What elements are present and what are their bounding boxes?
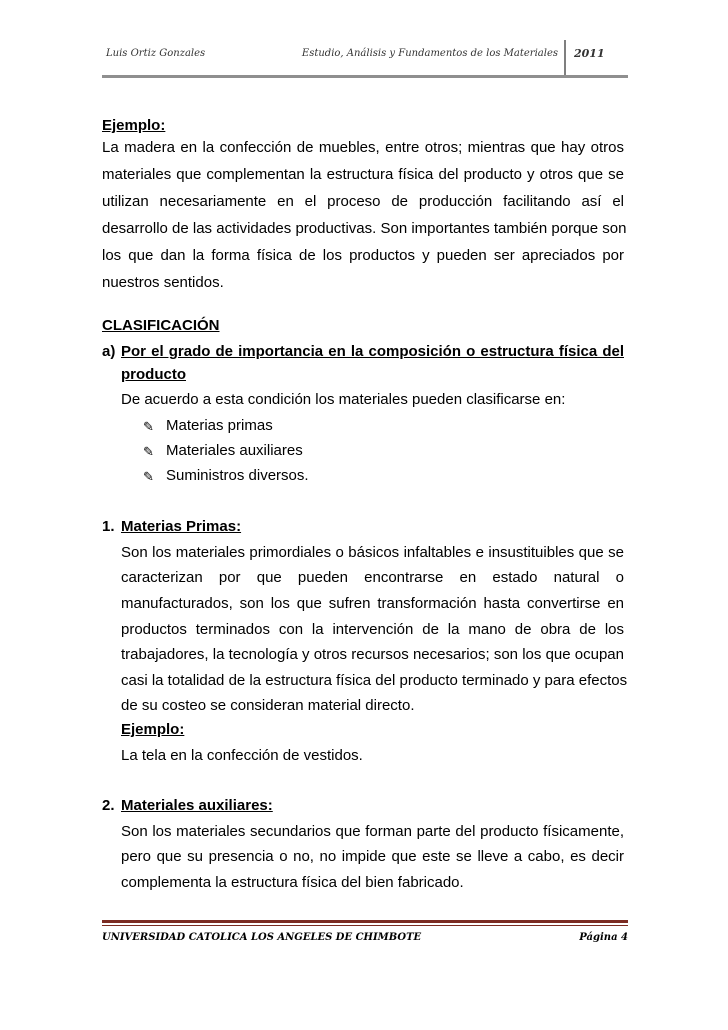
- item1-line: caracterizan por que pueden encontrarse en estado natural o: [121, 569, 624, 586]
- item1-line: productos terminados con la intervención de la mano de obra de los: [121, 621, 624, 638]
- item1-line: de su costeo se consideran material directo.: [121, 697, 415, 714]
- item2-line: pero que su presencia o no, no impide que este se lleve a cabo, es decir: [121, 848, 624, 865]
- item2-title: Materiales auxiliares:: [121, 797, 273, 814]
- item1-line: manufacturados, son los que sufren transformación hasta convertirse en: [121, 595, 624, 612]
- ejemplo-line: La madera en la confección de muebles, entre otros; mientras que hay otros: [102, 139, 624, 156]
- page-header: [102, 44, 628, 68]
- footer-rule-thin: [102, 925, 628, 926]
- header-title: Estudio, Análisis y Fundamentos de los Materiales: [301, 48, 558, 59]
- item1-example-heading: Ejemplo:: [121, 721, 185, 738]
- ejemplo-heading: Ejemplo:: [102, 117, 166, 134]
- bullet-item: Materiales auxiliares: [166, 442, 303, 459]
- ejemplo-line: desarrollo de las actividades productivas. Son importantes también porque son: [102, 220, 627, 237]
- item2-line: complementa la estructura física del bien fabricado.: [121, 874, 464, 891]
- item1-marker: 1.: [102, 518, 115, 535]
- item1-title: Materias Primas:: [121, 518, 242, 535]
- footer-institution: UNIVERSIDAD CATOLICA LOS ANGELES DE CHIMBOTE: [102, 932, 422, 943]
- item1-line: Son los materiales primordiales o básicos infaltables e insustituibles que se: [121, 544, 624, 561]
- footer-page-number: Página 4: [579, 932, 628, 943]
- pencil-icon: ✎: [143, 444, 154, 459]
- header-rule: [102, 75, 628, 78]
- header-divider: [564, 40, 566, 76]
- item1-example-text: La tela en la confección de vestidos.: [121, 747, 363, 764]
- item2-line: Son los materiales secundarios que forman parte del producto físicamente,: [121, 823, 624, 840]
- section-a-marker: a): [102, 343, 116, 360]
- ejemplo-line: materiales que complementan la estructura física del producto y otros que se: [102, 166, 624, 183]
- ejemplo-line: nuestros sentidos.: [102, 274, 224, 291]
- bullet-item: Materias primas: [166, 417, 273, 434]
- footer-rule-thick: [102, 920, 628, 923]
- section-a-intro: De acuerdo a esta condición los materiales pueden clasificarse en:: [121, 391, 566, 408]
- pencil-icon: ✎: [143, 419, 154, 434]
- pencil-icon: ✎: [143, 469, 154, 484]
- clasificacion-heading: CLASIFICACIÓN: [102, 317, 220, 334]
- item2-marker: 2.: [102, 797, 115, 814]
- item1-line: trabajadores, la tecnología y otros recursos necesarios; son los que ocupan: [121, 646, 624, 663]
- section-a-title: Por el grado de importancia en la composición o estructura física del: [121, 343, 624, 360]
- item1-line: casi la totalidad de la estructura física del producto terminado y para efectos: [121, 672, 628, 689]
- header-author: Luis Ortiz Gonzales: [106, 48, 206, 59]
- ejemplo-line: utilizan necesariamente en el proceso de producción facilitando así el: [102, 193, 624, 210]
- header-year: 2011: [574, 47, 605, 60]
- bullet-item: Suministros diversos.: [166, 467, 309, 484]
- ejemplo-line: los que dan la forma física de los productos y pueden ser apreciados por: [102, 247, 624, 264]
- section-a-title-cont: producto: [121, 366, 186, 383]
